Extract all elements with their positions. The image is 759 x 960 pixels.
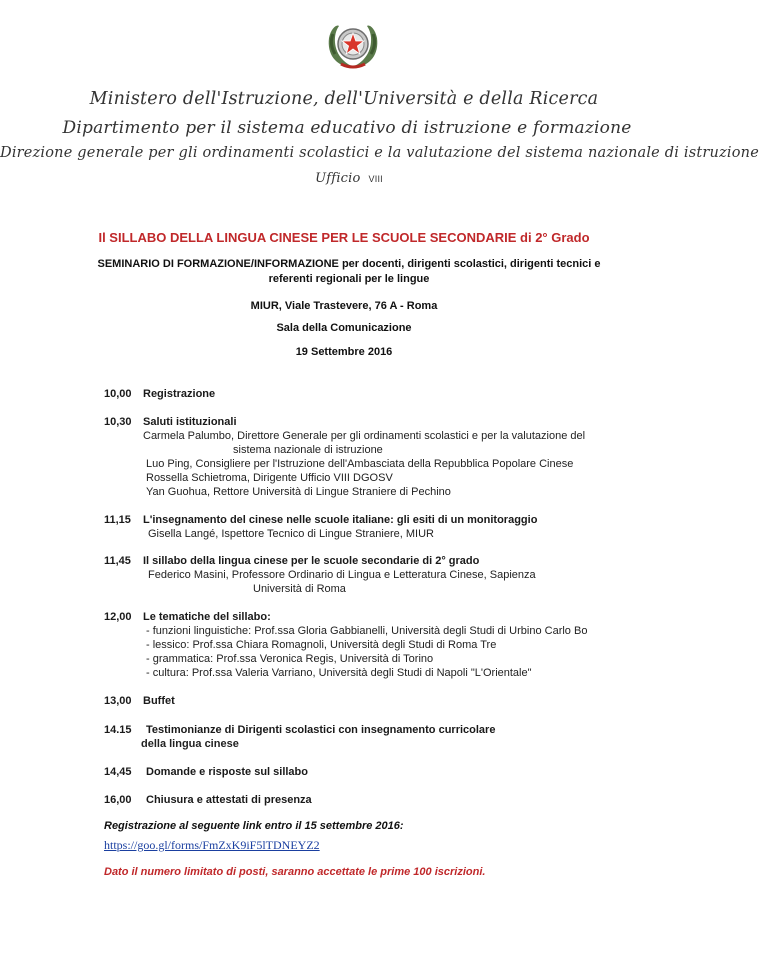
event-room: Sala della Comunicazione [276, 322, 412, 334]
program-title: Testimonianze di Dirigenti scolastici con insegnamento curricolare [146, 724, 496, 736]
program-title: Saluti istituzionali [143, 416, 237, 428]
program-line: della lingua cinese [141, 738, 239, 750]
program-line: Yan Guohua, Rettore Università di Lingue Straniere di Pechino [146, 486, 451, 498]
program-time: 12,00 [104, 611, 132, 623]
office-number: VIII [368, 174, 383, 184]
program-title: L'insegnamento del cinese nelle scuole italiane: gli esiti di un monitoraggio [143, 514, 538, 526]
seats-limit-note: Dato il numero limitato di posti, saranno accettate le prime 100 iscrizioni. [104, 866, 486, 878]
program-line: - funzioni linguistiche: Prof.ssa Gloria Gabbianelli, Università degli Studi di Urbino Carlo Bo [146, 625, 588, 637]
program-time: 14,45 [104, 766, 132, 778]
program-line: Rossella Schietroma, Dirigente Ufficio VIII DGOSV [146, 472, 393, 484]
event-title: Il SILLABO DELLA LINGUA CINESE PER LE SCUOLE SECONDARIE di 2° Grado [98, 230, 590, 245]
program-line: - grammatica: Prof.ssa Veronica Regis, Università di Torino [146, 653, 434, 665]
office-name [10, 171, 688, 186]
program-title: Domande e risposte sul sillabo [146, 766, 308, 778]
program-line: sistema nazionale di istruzione [233, 444, 383, 456]
program-time: 11,15 [104, 514, 131, 526]
program-line: - cultura: Prof.ssa Valeria Varriano, Università degli Studi di Napoli "L'Orientale" [146, 667, 532, 679]
program-line: Luo Ping, Consigliere per l'Istruzione dell'Ambasciata della Repubblica Popolare Cinese [146, 458, 574, 470]
program-time: 16,00 [104, 794, 132, 806]
program-time: 11,45 [104, 555, 131, 567]
program-line: - lessico: Prof.ssa Chiara Romagnoli, Università degli Studi di Roma Tre [146, 639, 497, 651]
program-title: Il sillabo della lingua cinese per le scuole secondarie di 2° grado [143, 555, 480, 567]
program-time: 10,30 [104, 416, 132, 428]
program-time: 14.15 [104, 724, 132, 736]
registration-note: Registrazione al seguente link entro il 15 settembre 2016: [104, 820, 404, 832]
italian-republic-emblem-icon [323, 20, 383, 72]
direction-name: Direzione generale per gli ordinamenti scolastici e la valutazione del sistema nazionale di istruzione [0, 145, 759, 161]
program-title: Le tematiche del sillabo: [143, 611, 271, 623]
program-line: Gisella Langé, Ispettore Tecnico di Lingue Straniere, MIUR [148, 528, 434, 540]
office-label: Ufficio [315, 171, 361, 186]
program-line: Università di Roma [253, 583, 346, 595]
seminar-line-2: referenti regionali per le lingue [268, 273, 430, 285]
program-title: Registrazione [143, 388, 216, 400]
program-title: Buffet [143, 695, 175, 707]
registration-link[interactable]: https://goo.gl/forms/FmZxK9iF5lTDNEYZ2 [104, 838, 320, 852]
program-time: 13,00 [104, 695, 132, 707]
ministry-name: Ministero dell'Istruzione, dell'Università e della Ricerca [89, 89, 599, 109]
program-line: Carmela Palumbo, Direttore Generale per gli ordinamenti scolastici e per la valutazione del [143, 430, 586, 442]
event-date: 19 Settembre 2016 [295, 346, 393, 358]
program-line: Federico Masini, Professore Ordinario di Lingua e Letteratura Cinese, Sapienza [148, 569, 536, 581]
department-name: Dipartimento per il sistema educativo di istruzione e formazione [62, 118, 632, 138]
event-place: MIUR, Viale Trastevere, 76 A - Roma [250, 300, 438, 312]
program-title: Chiusura e attestati di presenza [146, 794, 312, 806]
program-time: 10,00 [104, 388, 132, 400]
seminar-line-1: SEMINARIO DI FORMAZIONE/INFORMAZIONE per docenti, dirigenti scolastici, dirigenti tecnici e [97, 258, 601, 270]
